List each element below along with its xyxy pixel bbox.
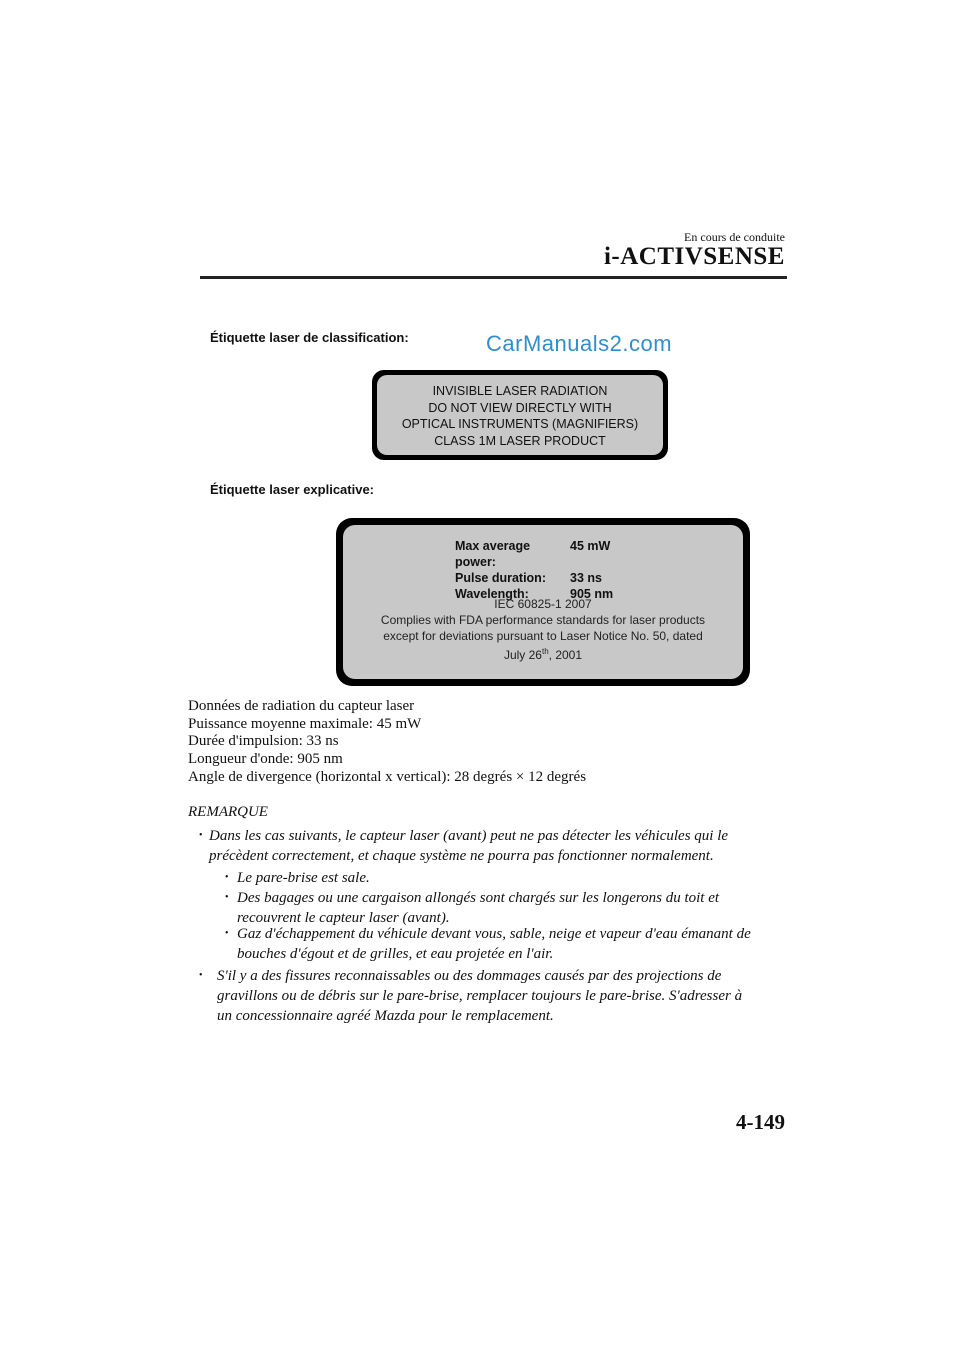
radiation-data-line: Puissance moyenne maximale: 45 mW [188,715,422,732]
note-line: bouches d'égout et de grilles, et eau projetée en l'air. [237,946,554,962]
note-heading: REMARQUE [188,804,268,820]
date-superscript: th [541,647,549,656]
spec-row [455,570,613,586]
explanatory-label-caption: Étiquette laser explicative: [210,482,375,497]
classification-label-image [372,370,668,460]
page-number: 4-149 [736,1110,785,1134]
spec-key: Pulse duration: [455,571,546,585]
note-line: S'il y a des fissures reconnaissables ou des dommages causés par des projections de [217,968,722,984]
compliance-line: Complies with FDA performance standards for laser products [380,613,706,627]
note-line: un concessionnaire agréé Mazda pour le remplacement. [217,1008,554,1024]
bullet-icon: • [225,892,229,903]
date-prefix: July 26 [503,648,542,662]
header-divider [200,276,787,279]
watermark: CarManuals2.com [486,331,673,356]
classification-label-caption: Étiquette laser de classification: [210,330,409,345]
spec-row [455,538,613,570]
explanatory-label-image [336,518,750,686]
note-line: recouvrent le capteur laser (avant). [237,910,450,926]
classification-line: OPTICAL INSTRUMENTS (MAGNIFIERS) [401,417,639,431]
bullet-icon: • [199,830,203,841]
radiation-data-line: Angle de divergence (horizontal x vertical): 28 degrés × 12 degrés [188,768,587,785]
standard-reference: IEC 60825-1 2007 [494,597,592,611]
note-line: gravillons ou de débris sur le pare-brise, remplacer toujours le pare-brise. S'adresser à [217,988,743,1004]
note-line: précèdent correctement, et chaque système ne pourra pas fonctionner normalement. [209,848,714,864]
bullet-icon: • [199,970,203,981]
radiation-data-line: Données de radiation du capteur laser [188,698,415,714]
spec-value: 45 mW [570,539,611,553]
laser-spec-table [455,538,613,602]
spec-key: Wavelength: [455,587,529,601]
note-line: Gaz d'échappement du véhicule devant vous, sable, neige et vapeur d'eau émanant de [237,926,751,942]
spec-value: 905 nm [570,587,614,601]
bullet-icon: • [225,928,229,939]
classification-line: INVISIBLE LASER RADIATION [432,384,608,398]
bullet-icon: • [225,872,229,883]
radiation-data-line: Durée d'impulsion: 33 ns [188,733,339,750]
note-line: Le pare-brise est sale. [237,870,370,886]
chapter-title: i-ACTIVSENSE [603,243,785,270]
note-line: Dans les cas suivants, le capteur laser (avant) peut ne pas détecter les véhicules qui le [209,828,729,844]
compliance-date [343,644,743,663]
section-header: En cours de conduite [684,230,785,244]
note-line: Des bagages ou une cargaison allongés sont chargés sur les longerons du toit et [237,890,720,906]
radiation-data [188,698,586,787]
spec-value: 33 ns [570,571,602,585]
radiation-data-line: Longueur d'onde: 905 nm [188,751,343,768]
date-suffix: , 2001 [548,648,583,662]
compliance-statement [343,596,743,663]
spec-key: Max average power: [455,539,531,569]
compliance-line: except for deviations pursuant to Laser Notice No. 50, dated [383,629,703,643]
classification-line: DO NOT VIEW DIRECTLY WITH [428,400,612,415]
classification-line: CLASS 1M LASER PRODUCT [434,433,606,448]
